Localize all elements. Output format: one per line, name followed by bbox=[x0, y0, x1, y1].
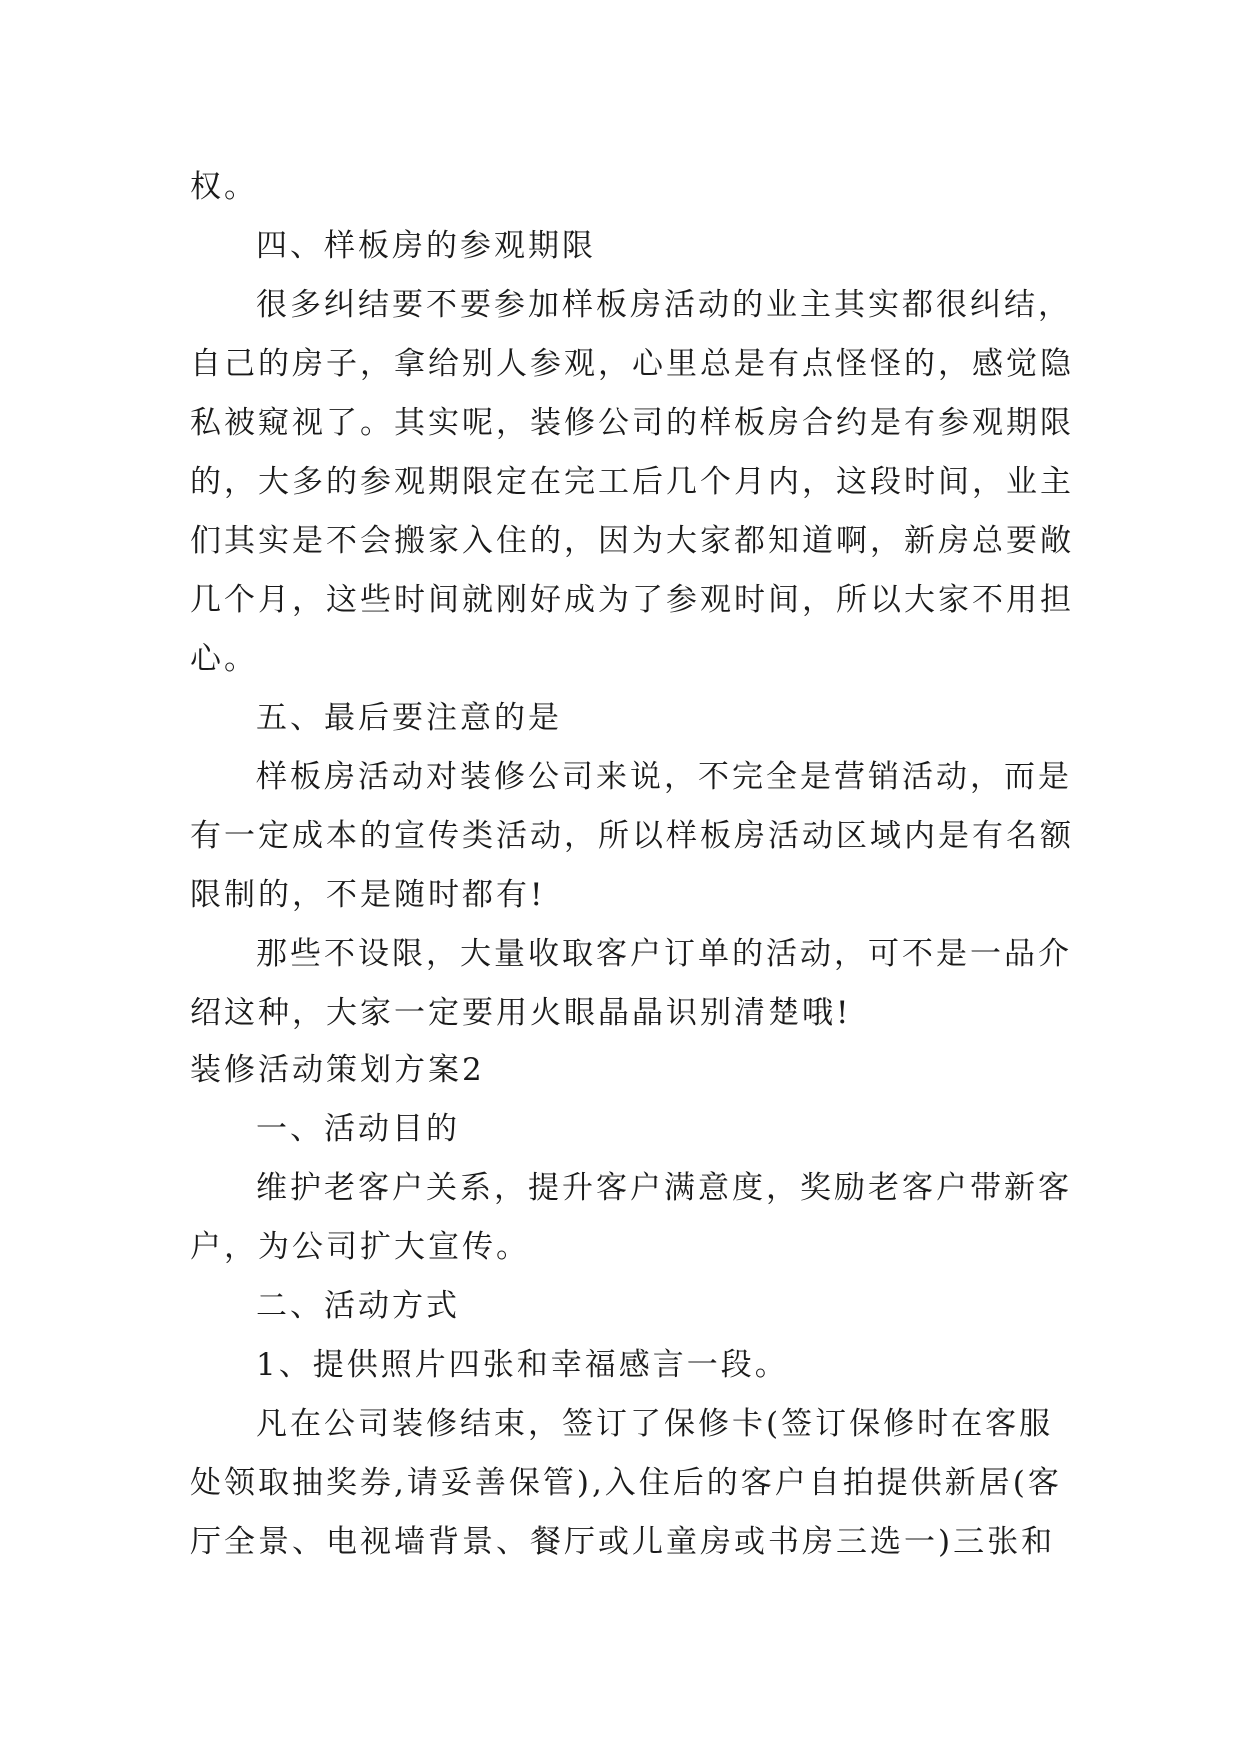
paragraph-line: 私被窥视了。其实呢，装修公司的样板房合约是有参观期限 bbox=[190, 405, 1074, 441]
paragraph-line: 凡在公司装修结束，签订了保修卡(签订保修时在客服 bbox=[256, 1406, 1054, 1442]
paragraph-line: 绍这种，大家一定要用火眼晶晶识别清楚哦! bbox=[190, 995, 852, 1031]
paragraph-line: 几个月，这些时间就刚好成为了参观时间，所以大家不用担 bbox=[190, 582, 1074, 618]
section-heading: 四、样板房的参观期限 bbox=[256, 228, 596, 264]
section-heading: 二、活动方式 bbox=[256, 1288, 460, 1324]
paragraph-line: 处领取抽奖券,请妥善保管),入住后的客户自拍提供新居(客 bbox=[190, 1465, 1062, 1501]
paragraph-line: 有一定成本的宣传类活动，所以样板房活动区域内是有名额 bbox=[190, 818, 1074, 854]
paragraph-line: 户，为公司扩大宣传。 bbox=[190, 1229, 530, 1265]
paragraph-line: 们其实是不会搬家入住的，因为大家都知道啊，新房总要敞 bbox=[190, 523, 1074, 559]
paragraph-line: 自己的房子，拿给别人参观，心里总是有点怪怪的，感觉隐 bbox=[190, 346, 1074, 382]
list-item: 1、提供照片四张和幸福感言一段。 bbox=[256, 1347, 789, 1383]
document-title: 装修活动策划方案2 bbox=[190, 1052, 485, 1088]
section-heading: 五、最后要注意的是 bbox=[256, 700, 562, 736]
section-heading: 一、活动目的 bbox=[256, 1111, 460, 1147]
paragraph-line: 限制的，不是随时都有! bbox=[190, 877, 546, 913]
paragraph-line: 厅全景、电视墙背景、餐厅或儿童房或书房三选一)三张和 bbox=[190, 1524, 1056, 1560]
paragraph-line: 心。 bbox=[190, 641, 258, 677]
paragraph-line: 样板房活动对装修公司来说，不完全是营销活动，而是 bbox=[256, 759, 1072, 795]
paragraph-line: 权。 bbox=[190, 169, 258, 205]
paragraph-line: 很多纠结要不要参加样板房活动的业主其实都很纠结， bbox=[256, 287, 1072, 323]
paragraph-line: 那些不设限，大量收取客户订单的活动，可不是一品介 bbox=[256, 936, 1072, 972]
paragraph-line: 的，大多的参观期限定在完工后几个月内，这段时间，业主 bbox=[190, 464, 1074, 500]
paragraph-line: 维护老客户关系，提升客户满意度，奖励老客户带新客 bbox=[256, 1170, 1072, 1206]
